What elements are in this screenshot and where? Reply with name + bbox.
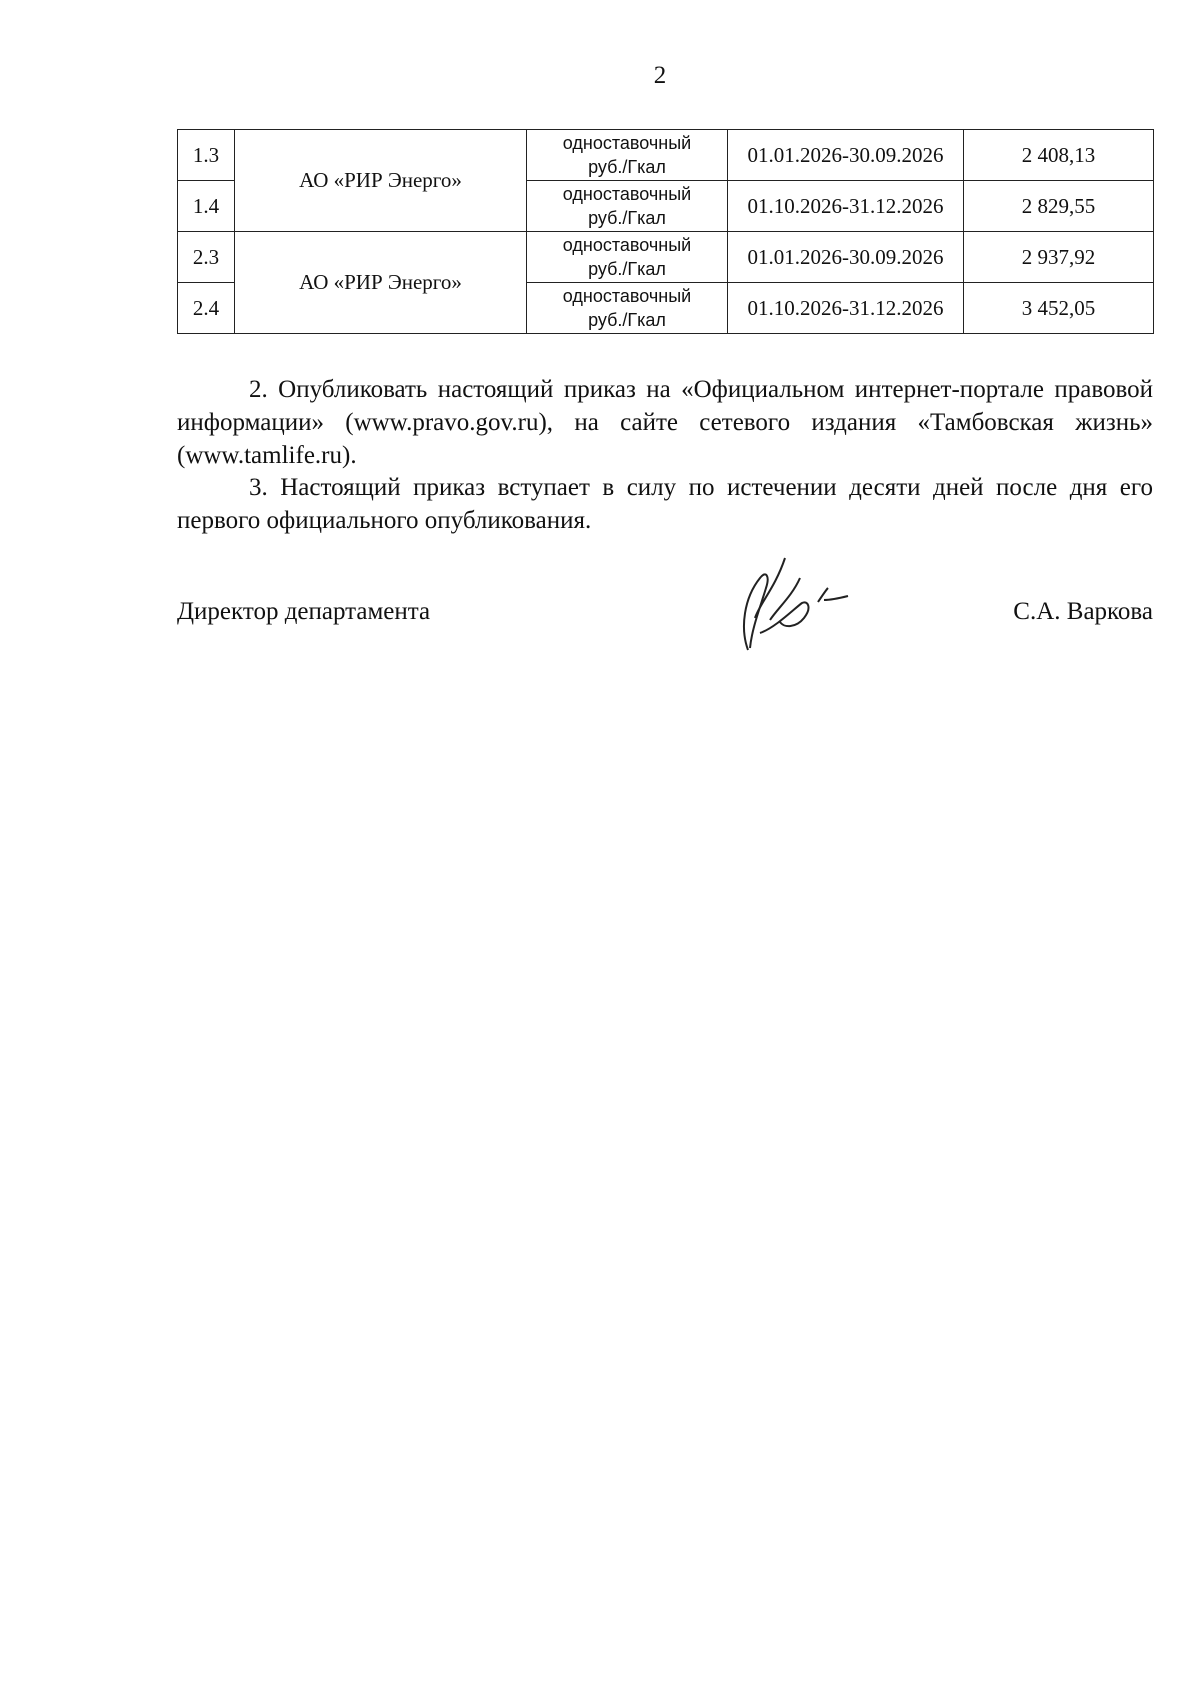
period-cell: 01.01.2026-30.09.2026: [728, 232, 964, 283]
signer-name: С.А. Варкова: [1013, 598, 1153, 625]
tariff-kind: одноставочный: [562, 235, 692, 255]
table-row: [178, 130, 1154, 181]
value-cell: 2 408,13: [964, 130, 1154, 181]
tariff-kind-cell: [527, 232, 728, 283]
paragraph-publication: 2. Опубликовать настоящий приказ на «Официальном интернет-портале правовой информации» (www.pravo.gov.ru), на сайте сетевого издания «Тамбовская жизнь» (www.tamlife.ru).: [177, 376, 1153, 469]
period-cell: 01.10.2026-31.12.2026: [728, 283, 964, 334]
tariff-table: [177, 129, 1154, 334]
tariff-kind-cell: [527, 130, 728, 181]
value-cell: 3 452,05: [964, 283, 1154, 334]
signer-title: Директор департамента: [177, 598, 431, 625]
row-number: 2.4: [178, 283, 235, 334]
tariff-kind: одноставочный: [562, 184, 692, 204]
tariff-kind: одноставочный: [562, 286, 692, 306]
table-row: [178, 232, 1154, 283]
tariff-kind-cell: [527, 283, 728, 334]
organization-cell: АО «РИР Энерго»: [235, 130, 527, 232]
tariff-unit: руб./Гкал: [588, 310, 666, 330]
period-cell: 01.01.2026-30.09.2026: [728, 130, 964, 181]
row-number: 2.3: [178, 232, 235, 283]
period-cell: 01.10.2026-31.12.2026: [728, 181, 964, 232]
row-number: 1.4: [178, 181, 235, 232]
value-cell: 2 937,92: [964, 232, 1154, 283]
tariff-unit: руб./Гкал: [588, 157, 666, 177]
value-cell: 2 829,55: [964, 181, 1154, 232]
tariff-kind-cell: [527, 181, 728, 232]
organization-cell: АО «РИР Энерго»: [235, 232, 527, 334]
tariff-kind: одноставочный: [562, 133, 692, 153]
page-number: 2: [653, 62, 667, 89]
paragraph-effective-date: 3. Настоящий приказ вступает в силу по истечении десяти дней после дня его первого официального опубликования.: [177, 474, 1153, 534]
signature-block: [177, 598, 1153, 638]
handwritten-signature: [700, 548, 860, 658]
tariff-unit: руб./Гкал: [588, 259, 666, 279]
row-number: 1.3: [178, 130, 235, 181]
tariff-unit: руб./Гкал: [588, 208, 666, 228]
